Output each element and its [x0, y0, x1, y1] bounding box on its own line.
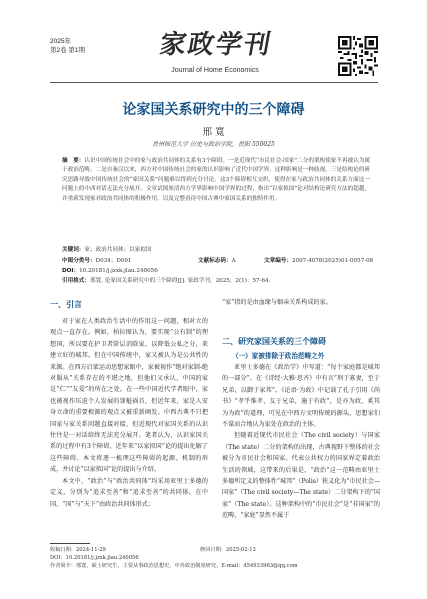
doi-value: 10.20181/j.jzxk.jlau.240056 — [79, 268, 158, 274]
keywords — [62, 245, 370, 253]
author-affiliation: 贵州师范大学 历史与政治学院，贵阳 550025 — [152, 141, 275, 148]
classification-number — [62, 256, 132, 264]
document-code-label: 文献标志码： — [198, 258, 232, 264]
body-right-column-lower — [222, 362, 380, 522]
article-author: 邢 寬 — [202, 127, 225, 138]
footnote-author-bio — [50, 562, 380, 570]
section-heading-three-obstacles: 二、研究家国关系的三个障碍 — [222, 337, 326, 346]
body-paragraph: 对于家在人类政治生活中的作用这一问题，相对立的观点一直存在。例如，柏拉图认为，要实现“公有制”的理想国，所以要在护卫者阶层消除家，以降低公私之分，来建立好的城邦。但在中国传统中，家又被认为是公共性的来源。在西方启蒙运动思想家眼中，家被视作“绝对家制-绝对服从”关系存在的不堪之地，但他们又承认，中国的家是“仁”“友爱”的所在之处。在一些中国近代学者眼中，家也被视作压迫个人发展的罪魁祸首，但近年来，家是人安身立命的重要根源的观点又被重新阐发。中西古典不只把国家与家关系问题直接对接，但近现代对家国关系的认识往往是一对话给终无法充分展开。笔者认为，认识家国关系的过程中有3个障碍，近年来“以家拟国”论的提出化解了这些障碍。本文将逐一梳理这些障碍的起源、机制的形成，并讨论“以家拟国”论的提出与介绍。 — [50, 318, 208, 474]
author-bio-label: 作者简介： — [50, 563, 76, 569]
citation-label: 引用格式： — [62, 278, 90, 284]
document-code-value: A — [231, 258, 236, 264]
abstract — [62, 157, 370, 204]
abstract-label: 摘 要： — [62, 158, 85, 164]
body-paragraph: 但随着近现代市民社会（The civil society）与国家（The state）二分的架构的出现，古典视野下整体的社会被分为市民社会和国家。代表公共权力的国家界定着政治生活的领域，这带来的后果是，“政治”这一范畴由亚里士多德所定义的整体性“城邦”（Polis）狭义化为“市民社会—国家”（The civil society—The state）二分架构下的“国家”（The state）。这种架构中的“市民社会”是“非国家”的范畴，“家庭”显然不属于 — [222, 432, 380, 520]
header-divider — [50, 82, 378, 83]
body-paragraph: 亚里士多德在《政治学》中写道：“每个家庭都是城邦的一部分”。在《诗经·大雅·思齐》中有言“刑于寡妻，至于兄弟，以御于家邦”。《论语·为政》中记载了孔子引用《尚书》“孝乎惟孝，友于兄弟，施于有政”，是亦为政，奚其为为政”的道理，可见在中西方文明传统的源头，思想家们不谋而合地认为家处在政治的主体。 — [222, 364, 380, 429]
revised-label: 修回日期： — [200, 547, 226, 553]
article-number-value: 2097-4078(2025)01-0057-08 — [291, 258, 374, 264]
article-number — [264, 256, 373, 264]
subsection-heading: （一）家被排除于政治范畴之外 — [232, 352, 325, 360]
body-right-column — [222, 297, 380, 308]
body-left-column — [50, 316, 208, 510]
article-title: 论家国关系研究中的三个障碍 — [122, 102, 305, 118]
footnote-doi-value: 10.20181/j.jzxk.jlau.240056 — [65, 555, 139, 561]
section-heading-introduction: 一、引言 — [50, 300, 82, 309]
body-paragraph-continued: “家”指的是由血缘与姻亲关系构成的家。 — [222, 299, 332, 306]
document-code — [198, 256, 236, 264]
journal-english-name: Journal of Home Economics — [171, 67, 259, 74]
keywords-text: 家；政治共同体；以家拟国 — [84, 247, 152, 253]
article-doi — [62, 266, 158, 274]
body-paragraph: 本文中，“政治”与“政治共同体”均采用亚里士多德的定义，分别为“追求至善”和“追求至善”的共同体。在中国，“国”与“天下”由政治共同体形式； — [50, 477, 208, 508]
footnote-divider — [50, 543, 90, 544]
citation-format — [62, 276, 372, 284]
doi-label: DOI： — [62, 268, 80, 274]
journal-logo: 家政学刊 — [157, 30, 275, 60]
author-bio-text: 邢寬，硕士研究生，主要从事政治思想史、中外政治制度研究。E-mail：454933963@qq.com — [75, 563, 298, 569]
received-date: 2024-11-29 — [75, 547, 106, 553]
abstract-text: 认识中国传统社会中的家与政治共同体的关系有3个障碍。一是近现代“市民社会-国家”二分的架构使家不再被认为属于政治范畴。二是自秦汉以来，西方对中国传统社会的家的认识影响了近代中国学界，这种影响是一种歧视。三是结构论的研究思路导致中国传统社会的“家国关系”问题难以得到充分讨论。这3个障碍相互交织，使得在家与政治共同体的关系方面这一问题上的中西对话无法充分展开。文章试图厘清西方学界影响中国学界的过程，指出“以家拟国”论对结构论研究方法的超越，并重新发现家对政治共同体的积极作用，以及完整看待中国古典中家国关系的独特作用。 — [62, 158, 370, 202]
issue-year: 2025年 — [50, 38, 71, 45]
classification-value: D034；D091 — [95, 258, 132, 264]
received-label: 收稿日期： — [50, 547, 76, 553]
issue-volume: 第2卷 第1期 — [50, 47, 86, 54]
citation-text: 邢寬. 论家国关系研究中的三个障碍[J]. 家政学刊，2025，2(1)：57-64. — [89, 278, 271, 284]
qr-code-icon — [338, 36, 378, 76]
keywords-label: 关键词： — [62, 247, 85, 253]
footnote-doi-label: DOI： — [50, 555, 66, 561]
revised-date: 2025-02-13 — [225, 547, 256, 553]
article-number-label: 文章编号： — [264, 258, 292, 264]
classification-label: 中图分类号： — [62, 258, 96, 264]
